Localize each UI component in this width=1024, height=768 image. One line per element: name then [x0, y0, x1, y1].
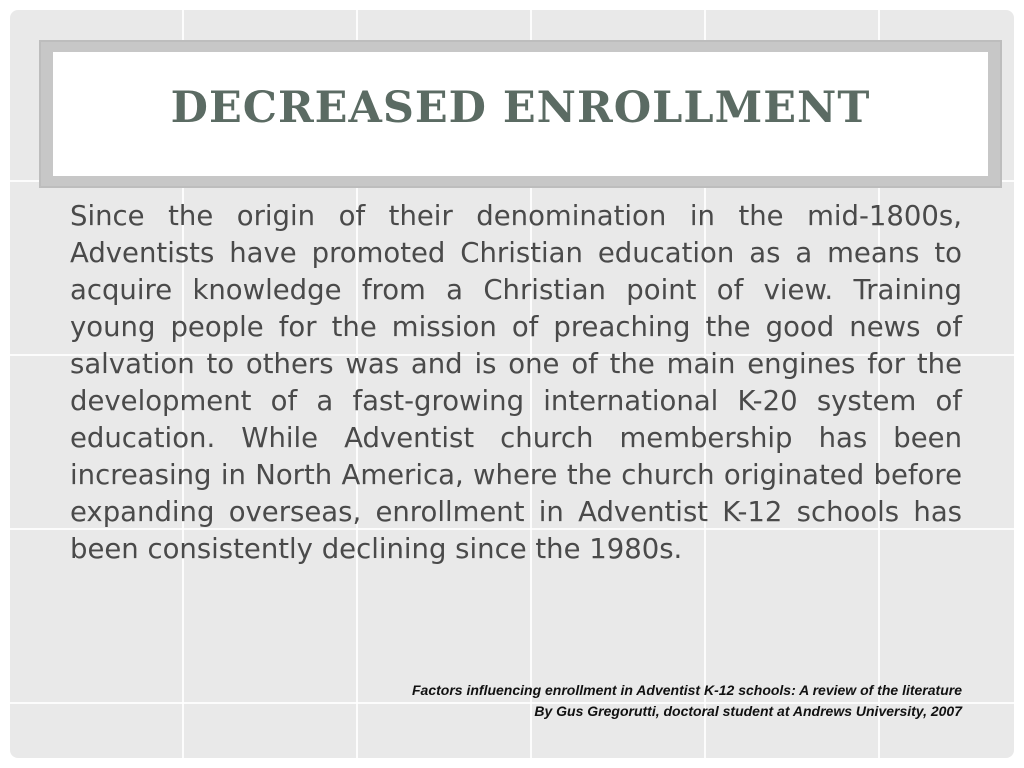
citation-author: By Gus Gregorutti, doctoral student at Andrews University, 2007 — [534, 703, 962, 719]
slide-background — [10, 10, 1014, 758]
title-box — [53, 52, 988, 176]
body-paragraph: Since the origin of their denomination in the mid-1800s, Adventists have promoted Christian education as a means to acquire knowledge from a Christian point of view. Training young people for the mission of preaching the good news of salvation to others was and is one of the main engines for the development of a fast-growing international K-20 system of education. While Adventist church membership has been increasing in North America, where the church originated before expanding overseas, enrollment in Adventist K-12 schools has been consistently declining since the 1980s. — [70, 200, 962, 565]
citation-source: Factors influencing enrollment in Adventist K-12 schools: A review of the literature — [412, 682, 962, 698]
citation — [202, 680, 962, 722]
slide-title: DECREASED ENROLLMENT — [170, 83, 871, 133]
title-frame — [39, 40, 1002, 188]
